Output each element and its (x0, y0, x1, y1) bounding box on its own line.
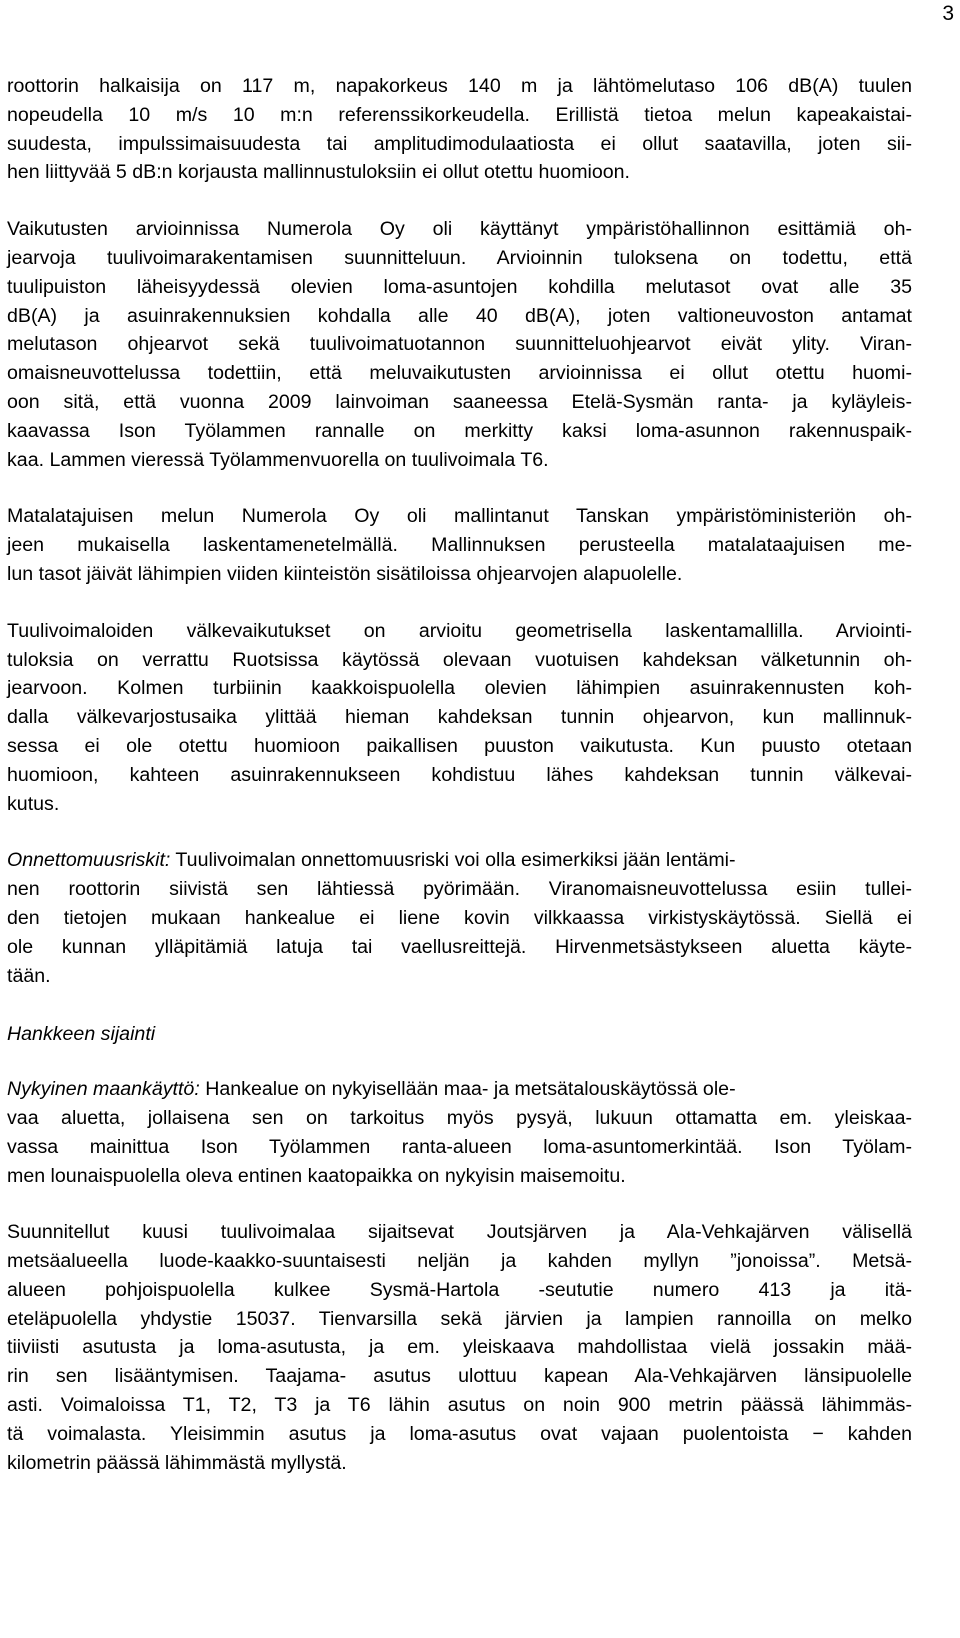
text-line: nopeudella 10 m/s 10 m:n referenssikorkeudella. Erillistä tietoa melun kapeakaistai- (7, 103, 912, 126)
text-line: huomioon, kahteen asuinrakennukseen kohdistuu lähes kahdeksan tunnin välkevai- (7, 763, 912, 786)
text-line: alueen pohjoispuolella kulkee Sysmä-Hartola -seututie numero 413 ja itä- (7, 1278, 912, 1301)
text-line: jearvoja tuulivoimarakentamisen suunnitteluun. Arvioinnin tuloksena on todettu, että (7, 246, 912, 269)
paragraph-noise-assessment (7, 215, 912, 474)
text-line: tiiviisti asutusta ja loma-asutusta, ja em. yleiskaava mahdollistaa vielä jossakin mää- (7, 1336, 912, 1359)
paragraph-flicker (7, 617, 912, 819)
paragraph-accident-risks (7, 846, 912, 990)
inline-label: Onnettomuusriskit: (7, 849, 171, 872)
text-line: tään. (7, 964, 51, 987)
text-line: eteläpuolella yhdystie 15037. Tienvarsilla sekä järvien ja lampien rannoilla on melko (7, 1307, 912, 1330)
text-line (7, 1075, 912, 1104)
text-line: vassa mainittua Ison Työlammen ranta-alueen loma-asuntomerkintää. Ison Työlam- (7, 1135, 912, 1158)
text-line: asti. Voimaloissa T1, T2, T3 ja T6 lähin asutus on noin 900 metrin päässä lähimmäs- (7, 1394, 912, 1417)
text-line: jearvoon. Kolmen turbiinin kaakkoispuolella olevien lähimpien asuinrakennusten koh- (7, 677, 912, 700)
heading-text: Hankkeen sijainti (7, 1023, 156, 1046)
paragraph-noise-source (7, 72, 912, 187)
text-line (7, 846, 912, 875)
text-line: sessa ei ole otettu huomioon paikallisen puuston vaikutusta. Kun puusto otetaan (7, 734, 912, 757)
text-line: tuulipuiston läheisyydessä olevien loma-asuntojen kohdilla melutasot ovat alle 35 (7, 275, 912, 298)
text-line: metsäalueella luode-kaakko-suuntaisesti neljän ja kahden myllyn ”jonoissa”. Metsä- (7, 1250, 912, 1273)
text-line: hen liittyvää 5 dB:n korjausta mallinnustuloksiin ei ollut otettu huomioon. (7, 161, 631, 184)
text-line: Matalatajuisen melun Numerola Oy oli mallintanut Tanskan ympäristöministeriön oh- (7, 505, 912, 528)
text-line: lun tasot jäivät lähimpien viiden kiinteistön sisätiloissa ohjearvojen alapuolelle. (7, 562, 683, 585)
text-run: Hankealue on nykyisellään maa- ja metsätalouskäytössä ole- (199, 1078, 736, 1101)
text-line: tuloksia on verrattu Ruotsissa käytössä olevaan vuotuisen kahdeksan välketunnin oh- (7, 648, 912, 671)
text-line: kaa. Lammen vieressä Työlammenvuorella on tuulivoimala T6. (7, 448, 549, 471)
text-line: ole kunnan ylläpitämiä latuja tai vaellusreittejä. Hirvenmetsästykseen aluetta käyte- (7, 935, 912, 958)
text-line: Tuulivoimaloiden välkevaikutukset on arvioitu geometrisella laskentamallilla. Arviointi- (7, 619, 912, 642)
text-line: den tietojen mukaan hankealue ei liene kovin vilkkaassa virkistyskäytössä. Siellä ei (7, 906, 912, 929)
paragraph-location (7, 1218, 912, 1477)
text-line: kaavassa Ison Työlammen rannalle on merkitty kaksi loma-asunnon rakennuspaik- (7, 419, 912, 442)
section-heading (7, 1020, 912, 1049)
text-line: kutus. (7, 792, 60, 815)
text-line: Vaikutusten arvioinnissa Numerola Oy oli käyttänyt ympäristöhallinnon esittämiä oh- (7, 218, 912, 241)
text-line: dB(A) ja asuinrakennuksien kohdalla alle 40 dB(A), joten valtioneuvoston antamat (7, 304, 912, 327)
paragraph-current-land-use (7, 1075, 912, 1190)
page-number: 3 (942, 2, 954, 25)
text-line: Suunnitellut kuusi tuulivoimalaa sijaitsevat Joutsjärven ja Ala-Vehkajärven välisellä (7, 1221, 912, 1244)
text-line: omaisneuvottelussa todettiin, että meluvaikutusten arvioinnissa ei ollut otettu huomi- (7, 362, 912, 385)
text-line: vaa aluetta, jollaisena sen on tarkoitus myös pysyä, lukuun ottamatta em. yleiskaa- (7, 1106, 912, 1129)
document-body (7, 72, 912, 1477)
text-line: suudesta, impulssimaisuudesta tai amplitudimodulaatiosta ei ollut saatavilla, joten sii- (7, 132, 912, 155)
text-line: tä voimalasta. Yleisimmin asutus ja loma-asutus ovat vajaan puolentoista − kahden (7, 1422, 912, 1445)
text-run: Tuulivoimalan onnettomuusriski voi olla esimerkiksi jään lentämi- (170, 849, 736, 872)
text-line: nen roottorin siivistä sen lähtiessä pyörimään. Viranomaisneuvottelussa esiin tullei- (7, 878, 912, 901)
inline-label: Nykyinen maankäyttö: (7, 1078, 200, 1101)
text-line: oon sitä, että vuonna 2009 lainvoiman saaneessa Etelä-Sysmän ranta- ja kyläyleis- (7, 390, 912, 413)
paragraph-low-frequency-noise (7, 502, 912, 588)
text-line: men lounaispuolella oleva entinen kaatopaikka on nykyisin maisemoitu. (7, 1164, 626, 1187)
text-line: dalla välkevarjostusaika ylittää hieman kahdeksan tunnin ohjearvon, kun mallinnuk- (7, 706, 912, 729)
text-line: roottorin halkaisija on 117 m, napakorkeus 140 m ja lähtömelutaso 106 dB(A) tuulen (7, 75, 912, 97)
text-line: kilometrin päässä lähimmästä myllystä. (7, 1451, 347, 1474)
text-line: rin sen lisääntymisen. Taajama- asutus ulottuu kapean Ala-Vehkajärven länsipuolelle (7, 1365, 912, 1388)
text-line: melutason ohjearvot sekä tuulivoimatuotannon suunnitteluohjearvot eivät ylity. Viran- (7, 333, 912, 356)
text-line: jeen mukaisella laskentamenetelmällä. Mallinnuksen perusteella matalataajuisen me- (7, 534, 912, 557)
